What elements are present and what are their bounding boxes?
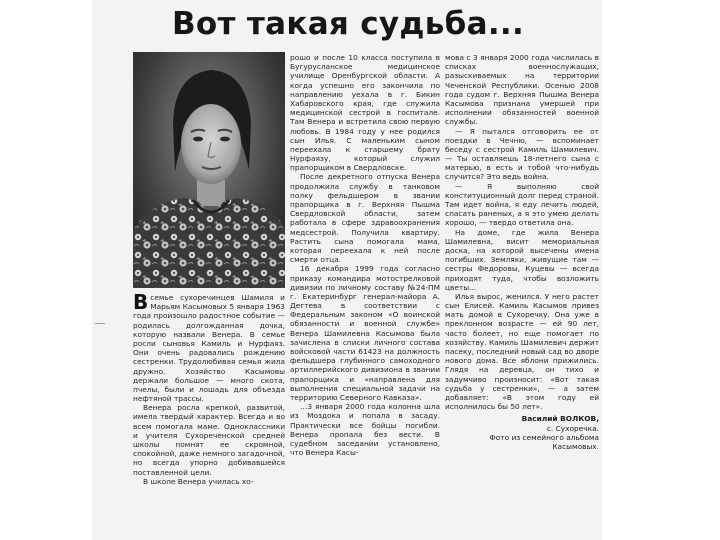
article-column-2 [290,53,440,540]
portrait-image [133,52,285,288]
paragraph: мова с 3 января 2000 года числилась в списках военнослужащих, разыскиваемых на территории Чеченской Республики. Осенью 2008 года судом г. Верхняя Пышма Венера Касымова признана умершей при исполнении обязанностей военной службы. [445,53,599,127]
author-location: с. Сухоречка. [546,423,599,433]
newspaper-page [92,0,602,540]
paragraph: В школе Венера училась хо- [143,476,254,486]
portrait-photo [133,52,285,288]
paragraph: — Я пытался отговорить ее от поездки в Чечню, — вспоминает беседу с сестрой Камиль Шамилевич. — Ты оставляешь 18-летнего сына с матерью, в есть и тобой что-нибудь случится? Это ведь война. [445,126,599,182]
paragraph: На доме, где жила Венера Шамилевна, висит мемориальная доска, на которой высечены имена погибших. Земляки, живущие там — сестры Федоровы, Куцевы — всегда приходят туда, чтобы возложить цветы... [445,227,599,292]
author-signature: Василий ВОЛКОВ, [521,414,599,424]
paragraph-text: семье сухоречинцев Шамиля и Марьям Касымовых 5 января 1963 года произошло радостное событие — родилась долгожданная дочка, которую назвали Венера. В семье росли сыновья Камиль и Нурфаяз. Они очень радовались рождению сестренки. Трудолюбивая семья жила дружно. Хозяйство Касымовы держали большое — много скота, пчелы, были и лошадь для объезда нефтяной трассы. [133,293,285,404]
photo-credit: Фото из семейного альбома Касымовых. [489,432,599,451]
headline: Вот такая судьба... [172,6,525,42]
paragraph: …3 января 2000 года колонна шла из Моздока и попала в засаду. Практически все бойцы погибли. Венера пропала без вести. В судебном заседании установлено, что Венера Касы- [290,402,440,458]
paragraph: — Я выполняю свой конституционный долг перед страной. Там идет война, я еду лечить людей, спасать раненых, а я это умею делать хорошо, — твердо ответила она. [445,181,599,228]
paragraph: После декретного отпуска Венера продолжила службу в танковом полку фельдшером в звании прапорщика в г. Верхняя Пышма Свердловской области, затем работала в сфере здравоохранения медсестрой. Получила квартиру. Растить сына помогала мама, которая переехала к ней после смерти отца. [290,172,440,265]
paragraph: 16 декабря 1999 года согласно приказу командира мотострелковой дивизии по личному составу №24-ПМ г. Екатеринбург генерал-майора А. Дегтева в соответствии с Федеральным законом «О воинской обязанности и военной службе» Венера Шамилевна Касымова была зачислена в списки личного состава войсковой части 61423 на должность фельдшера глубинного самоходного артиллерийского дивизиона в звании прапорщика и «направлена для выполнения специальной задачи на территорию Северного Кавказа». [290,264,440,402]
paragraph [133,293,285,403]
article-column-1 [133,293,285,540]
paragraph: рошо и после 10 класса поступила в Бугурусланское медицинское училище Оренбургской области. А когда успешно его закончила по направлению уехала в г. Бикин Хабаровского края, где служила медицинской сестрой в госпитале. Там Венера и встретила свою первую любовь. В 1984 году у нее родился сын Илья. С маленьким сыном переехала к старшему брату Нурфаязу, который служил прапорщиком в Свердловске. [290,53,440,173]
paragraph: Венера росла крепкой, развитой, имела твердый характер. Всегда и во всем помогала маме. Одноклассники и учителя Сухореченской средней школы помнят ее скромной, спокойной, даже немного загадочной, но всегда упорно добивавшейся поставленной цели. [133,403,285,477]
paragraph: Илья вырос, женился. У него растет сын Елисей. Камиль Касымов привез мать домой в Сухоречку. Она уже в преклонном возрасте — ей 90 лет, часто болеет, но еще помогает по хозяйству. Камиль Шамилевич держит пасеку, последний новый сад во дворе нового дома. Все яблони прижились. Глядя на деревца, он тихо и задумчиво произносит: «Вот такая судьба у сестренки», — а затем добавляет: «В этом году ей исполнилось бы 50 лет». [445,291,599,412]
article-column-3 [445,53,599,531]
margin-mark [95,323,105,324]
drop-cap: В [133,293,149,314]
